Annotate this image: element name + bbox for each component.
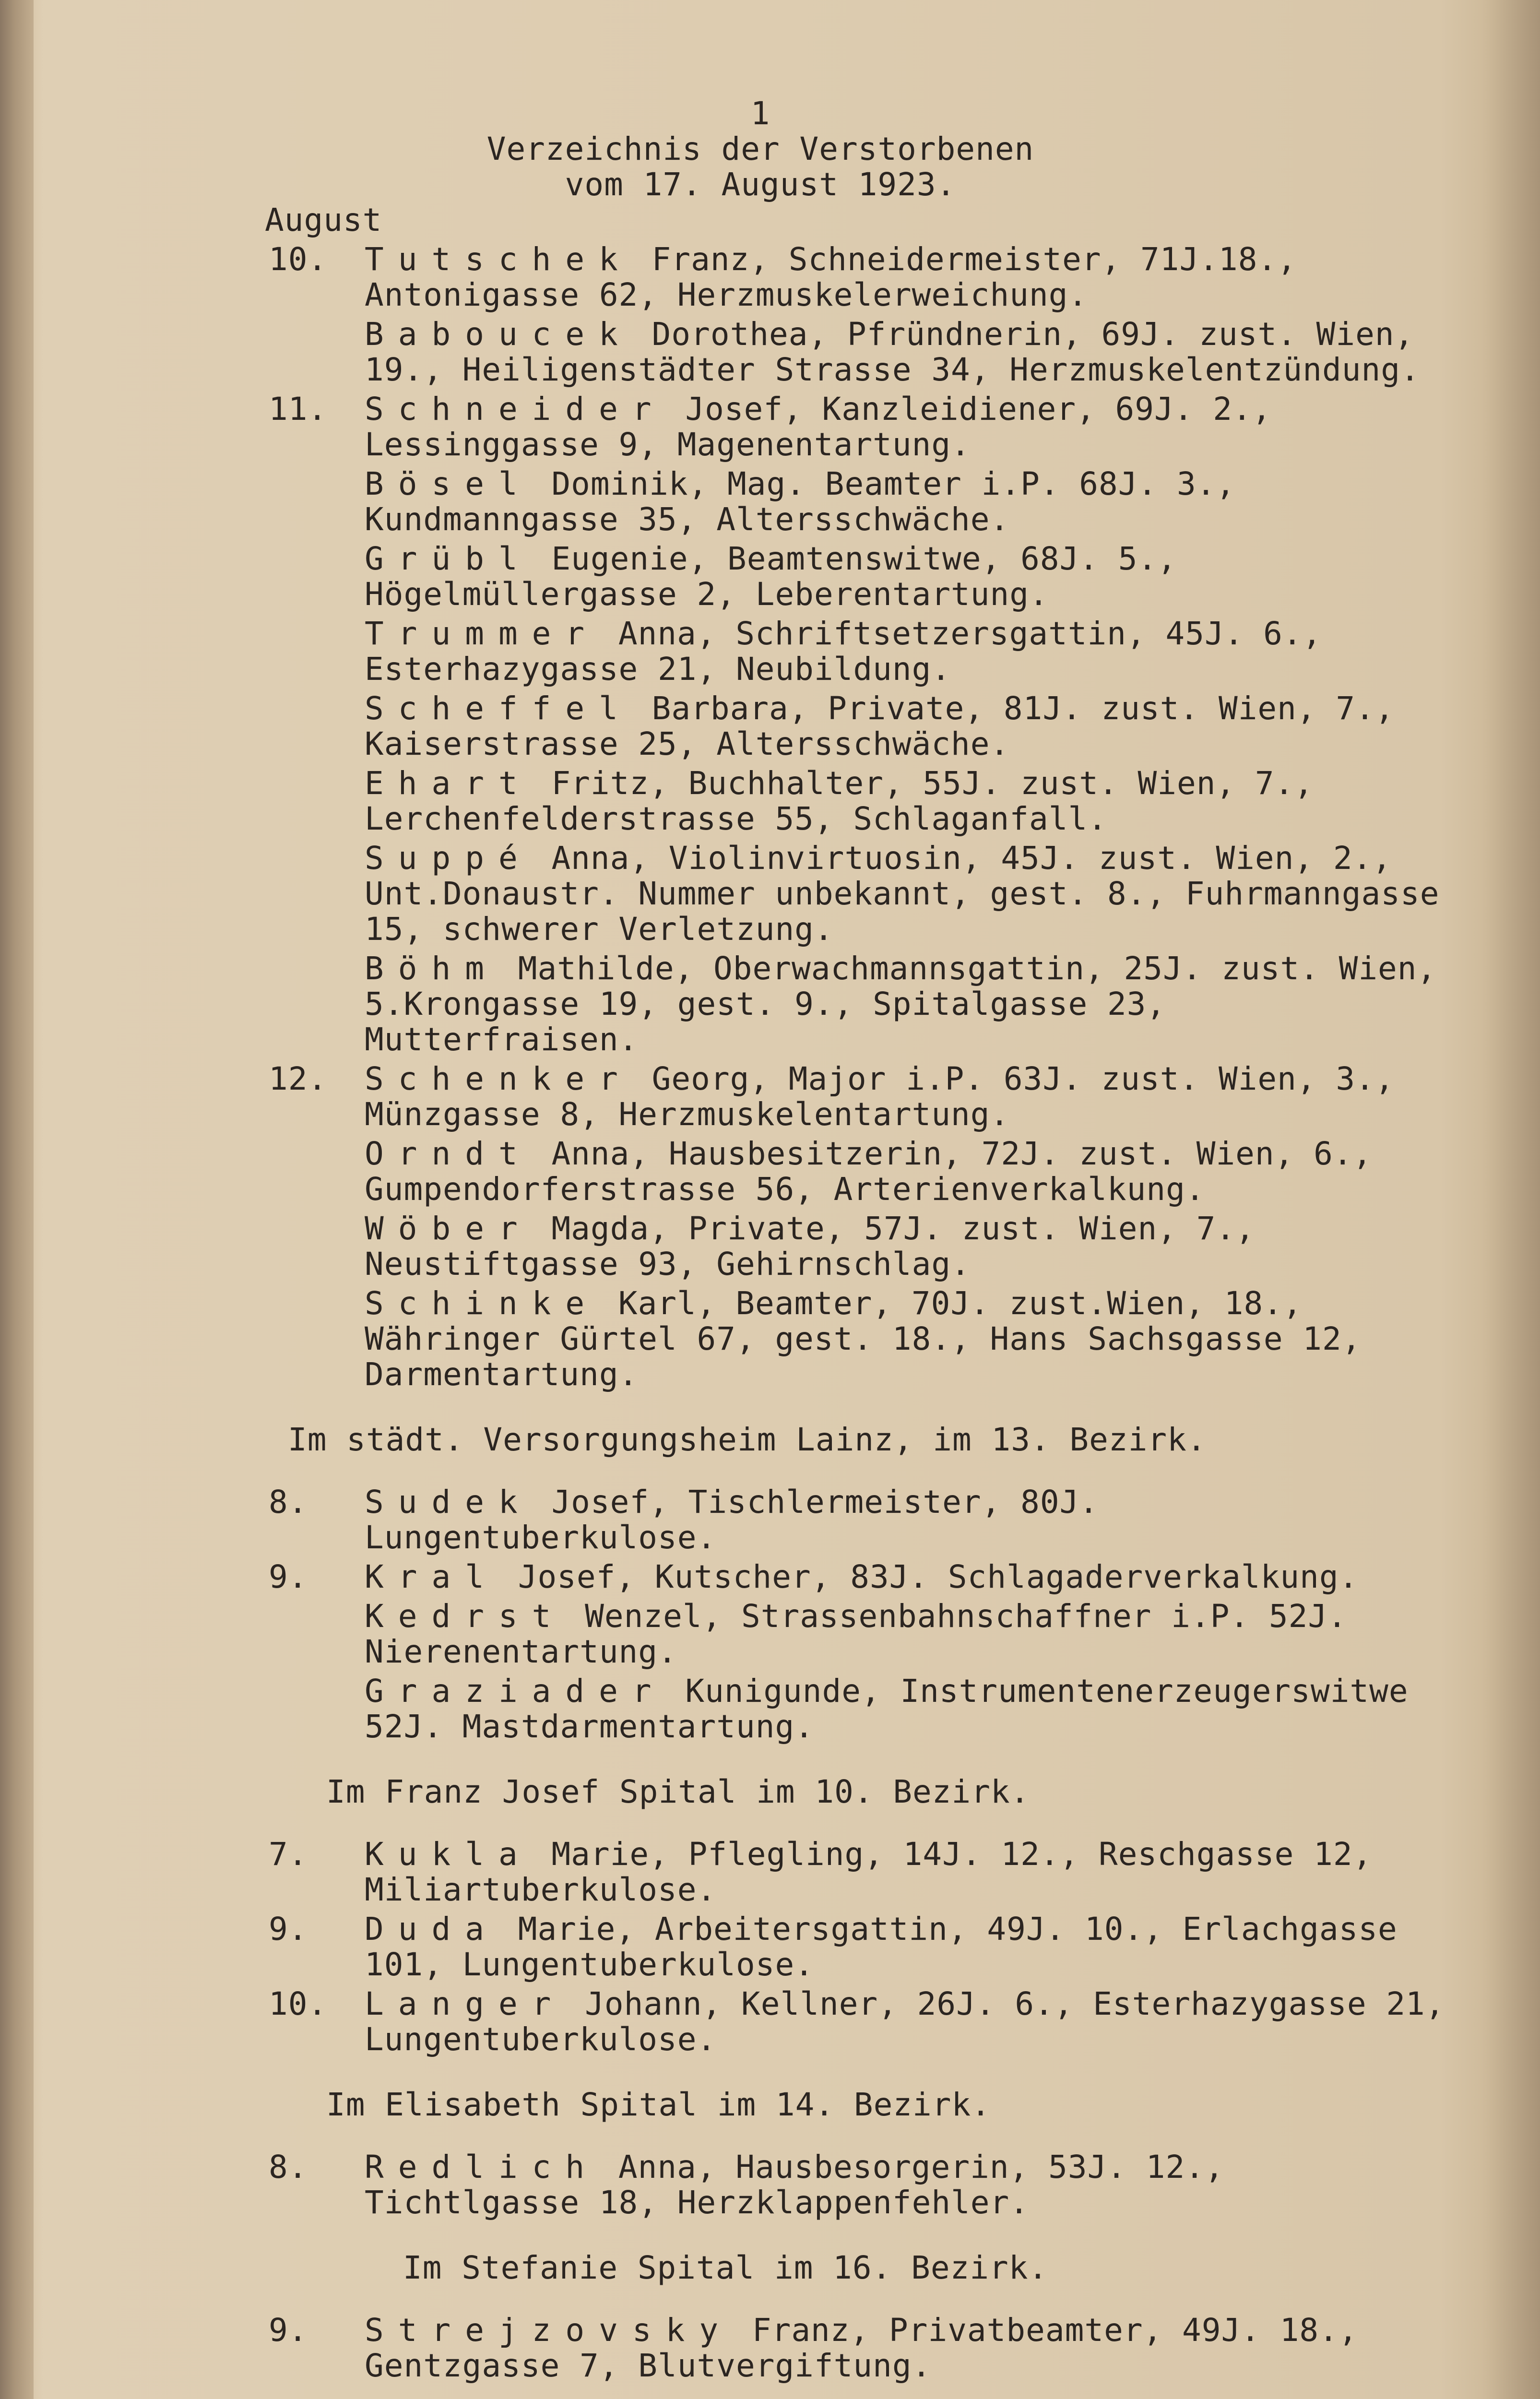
book-binding: [0, 0, 34, 2399]
hospital-section-heading: Im Franz Josef Spital im 10. Bezirk.: [326, 1773, 1030, 1810]
entry-text: [365, 841, 1454, 947]
register-entry: [269, 1912, 1454, 1983]
document-subtitle: vom 17. August 1923.: [565, 166, 956, 203]
entry-date: 10.: [269, 241, 328, 278]
entry-surname: Sudek: [365, 1484, 532, 1520]
entry-details: Fritz, Buchhalter, 55J. zust. Wien, 7., Lerchenfelderstrasse 55, Schlaganfall.: [365, 765, 1314, 837]
entry-text: [365, 392, 1454, 463]
entry-surname: Schenker: [365, 1060, 632, 1097]
entry-details: Dominik, Mag. Beamter i.P. 68J. 3., Kundmanngasse 35, Altersschwäche.: [365, 465, 1236, 538]
entry-text: [365, 317, 1454, 388]
entry-details: Magda, Private, 57J. zust. Wien, 7., Neustiftgasse 93, Gehirnschlag.: [365, 1210, 1255, 1283]
register-entry: [269, 1136, 1454, 1207]
entry-details: Anna, Schriftsetzersgattin, 45J. 6., Esterhazygasse 21, Neubildung.: [365, 615, 1322, 688]
entry-date: 9.: [269, 2312, 308, 2349]
entry-surname: Tutschek: [365, 241, 632, 278]
entry-text: [365, 242, 1454, 313]
entry-text: [365, 1485, 1454, 1556]
entry-date: 8.: [269, 1484, 308, 1520]
entry-text: [365, 466, 1454, 537]
death-register-document: [265, 95, 1454, 2399]
entry-surname: Schneider: [365, 391, 666, 428]
entry-surname: Böhm: [365, 950, 498, 987]
entry-date: 10.: [269, 1985, 328, 2022]
entry-details: Karl, Beamter, 70J. zust.Wien, 18., Währinger Gürtel 67, gest. 18., Hans Sachsgasse 12, Darmentartung.: [365, 1285, 1362, 1393]
entry-date: 12.: [269, 1060, 328, 1097]
entry-surname: Duda: [365, 1911, 498, 1948]
entry-details: Josef, Tischlermeister, 80J. Lungentuberkulose.: [365, 1484, 1099, 1556]
entry-details: Anna, Hausbesorgerin, 53J. 12., Tichtlgasse 18, Herzklappenfehler.: [365, 2149, 1224, 2221]
entry-text: [365, 1061, 1454, 1132]
entry-details: Anna, Hausbesitzerin, 72J. zust. Wien, 6., Gumpendorferstrasse 56, Arterienverkalkung.: [365, 1135, 1373, 1208]
entry-date: 7.: [269, 1836, 308, 1873]
register-entry: [269, 951, 1454, 1057]
register-entry: [269, 466, 1454, 537]
register-entry: [269, 1286, 1454, 1392]
entry-text: [365, 691, 1454, 762]
entry-surname: Redlich: [365, 2149, 599, 2185]
entry-details: Johann, Kellner, 26J. 6., Esterhazygasse 21, Lungentuberkulose.: [365, 1985, 1445, 2058]
entry-text: [365, 1674, 1454, 1745]
entry-date: 11.: [269, 391, 328, 428]
entry-text: [365, 1599, 1454, 1670]
register-entry: [269, 1061, 1454, 1132]
entry-surname: Ehart: [365, 765, 532, 802]
page-number: 1: [750, 95, 770, 132]
entry-details: Mathilde, Oberwachmannsgattin, 25J. zust. Wien, 5.Krongasse 19, gest. 9., Spitalgasse 23, Mutterfraisen.: [365, 950, 1437, 1058]
register-entry: [269, 1559, 1454, 1595]
hospital-section-heading: Im Stefanie Spital im 16. Bezirk.: [403, 2249, 1048, 2286]
entry-details: Josef, Kutscher, 83J. Schlagaderverkalkung.: [518, 1558, 1359, 1595]
register-entry: [269, 2150, 1454, 2221]
entry-details: Anna, Violinvirtuosin, 45J. zust. Wien, 2., Unt.Donaustr. Nummer unbekannt, gest. 8., Fuhrmanngasse 15, schwerer Verletzung.: [365, 840, 1440, 948]
register-entry: [269, 766, 1454, 837]
hospital-section-heading: Im städt. Versorgungsheim Lainz, im 13. Bezirk.: [288, 1421, 1207, 1458]
register-entry: [269, 392, 1454, 463]
entry-details: Josef, Kanzleidiener, 69J. 2., Lessinggasse 9, Magenentartung.: [365, 391, 1272, 463]
register-entry: [269, 1986, 1454, 2057]
register-entry: [269, 1674, 1454, 1745]
entry-surname: Bösel: [365, 465, 532, 502]
entry-text: [365, 616, 1454, 687]
entry-text: [365, 951, 1454, 1057]
register-entry: [269, 1211, 1454, 1282]
month-label: August: [265, 202, 382, 238]
entry-surname: Schinke: [365, 1285, 599, 1322]
entry-details: Franz, Schneidermeister, 71J.18., Antonigasse 62, Herzmuskelerweichung.: [365, 241, 1297, 313]
entry-date: 9.: [269, 1911, 308, 1948]
entry-surname: Scheffel: [365, 690, 632, 727]
register-entry: [269, 541, 1454, 612]
entry-details: Eugenie, Beamtenswitwe, 68J. 5., Högelmüllergasse 2, Leberentartung.: [365, 540, 1177, 613]
register-entry: [269, 1837, 1454, 1908]
entry-surname: Suppé: [365, 840, 532, 877]
register-entry: [269, 841, 1454, 947]
entry-details: Marie, Arbeitersgattin, 49J. 10., Erlachgasse 101, Lungentuberkulose.: [365, 1911, 1398, 1983]
entry-date: 8.: [269, 2149, 308, 2185]
entry-details: Franz, Privatbeamter, 49J. 18., Gentzgasse 7, Blutvergiftung.: [365, 2312, 1358, 2384]
entry-details: Kunigunde, Instrumentenerzeugerswitwe 52J. Mastdarmentartung.: [365, 1673, 1409, 1745]
entry-text: [365, 766, 1454, 837]
entry-details: Barbara, Private, 81J. zust. Wien, 7., Kaiserstrasse 25, Altersschwäche.: [365, 690, 1395, 762]
register-entry: [269, 1599, 1454, 1670]
entry-text: [365, 1136, 1454, 1207]
entry-surname: Baboucek: [365, 316, 632, 353]
register-entry: [269, 242, 1454, 313]
entry-text: [365, 1986, 1454, 2057]
register-entry: [269, 317, 1454, 388]
entry-text: [365, 2313, 1454, 2384]
page-edge: [1482, 0, 1540, 2399]
entry-text: [365, 1286, 1454, 1392]
entry-surname: Wöber: [365, 1210, 532, 1247]
document-header: [67, 96, 1454, 202]
entry-text: [365, 541, 1454, 612]
register-entry: [269, 691, 1454, 762]
entry-surname: Orndt: [365, 1135, 532, 1172]
entry-date: 9.: [269, 1558, 308, 1595]
entry-details: Dorothea, Pfründnerin, 69J. zust. Wien, 19., Heiligenstädter Strasse 34, Herzmuskelentzündung.: [365, 316, 1420, 388]
entry-surname: Langer: [365, 1985, 566, 2022]
entry-surname: Strejzovsky: [365, 2312, 733, 2349]
entry-surname: Graziader: [365, 1673, 666, 1710]
hospital-section-heading: Im Elisabeth Spital im 14. Bezirk.: [326, 2086, 991, 2123]
register-entries: [269, 242, 1454, 2399]
entry-details: Georg, Major i.P. 63J. zust. Wien, 3., Münzgasse 8, Herzmuskelentartung.: [365, 1060, 1395, 1133]
entry-details: Marie, Pflegling, 14J. 12., Reschgasse 12, Miliartuberkulose.: [365, 1836, 1373, 1908]
document-title: Verzeichnis der Verstorbenen: [486, 131, 1034, 167]
entry-surname: Kral: [365, 1558, 498, 1595]
entry-surname: Kukla: [365, 1836, 532, 1873]
entry-text: [365, 1211, 1454, 1282]
entry-details: Wenzel, Strassenbahnschaffner i.P. 52J. Nierenentartung.: [365, 1598, 1347, 1670]
entry-text: [365, 2150, 1454, 2221]
entry-surname: Grübl: [365, 540, 532, 577]
register-entry: [269, 2313, 1454, 2384]
entry-text: [365, 1559, 1454, 1595]
entry-surname: Trummer: [365, 615, 599, 652]
entry-surname: Kedrst: [365, 1598, 566, 1635]
register-entry: [269, 616, 1454, 687]
entry-text: [365, 1912, 1454, 1983]
register-entry: [269, 1485, 1454, 1556]
entry-text: [365, 1837, 1454, 1908]
